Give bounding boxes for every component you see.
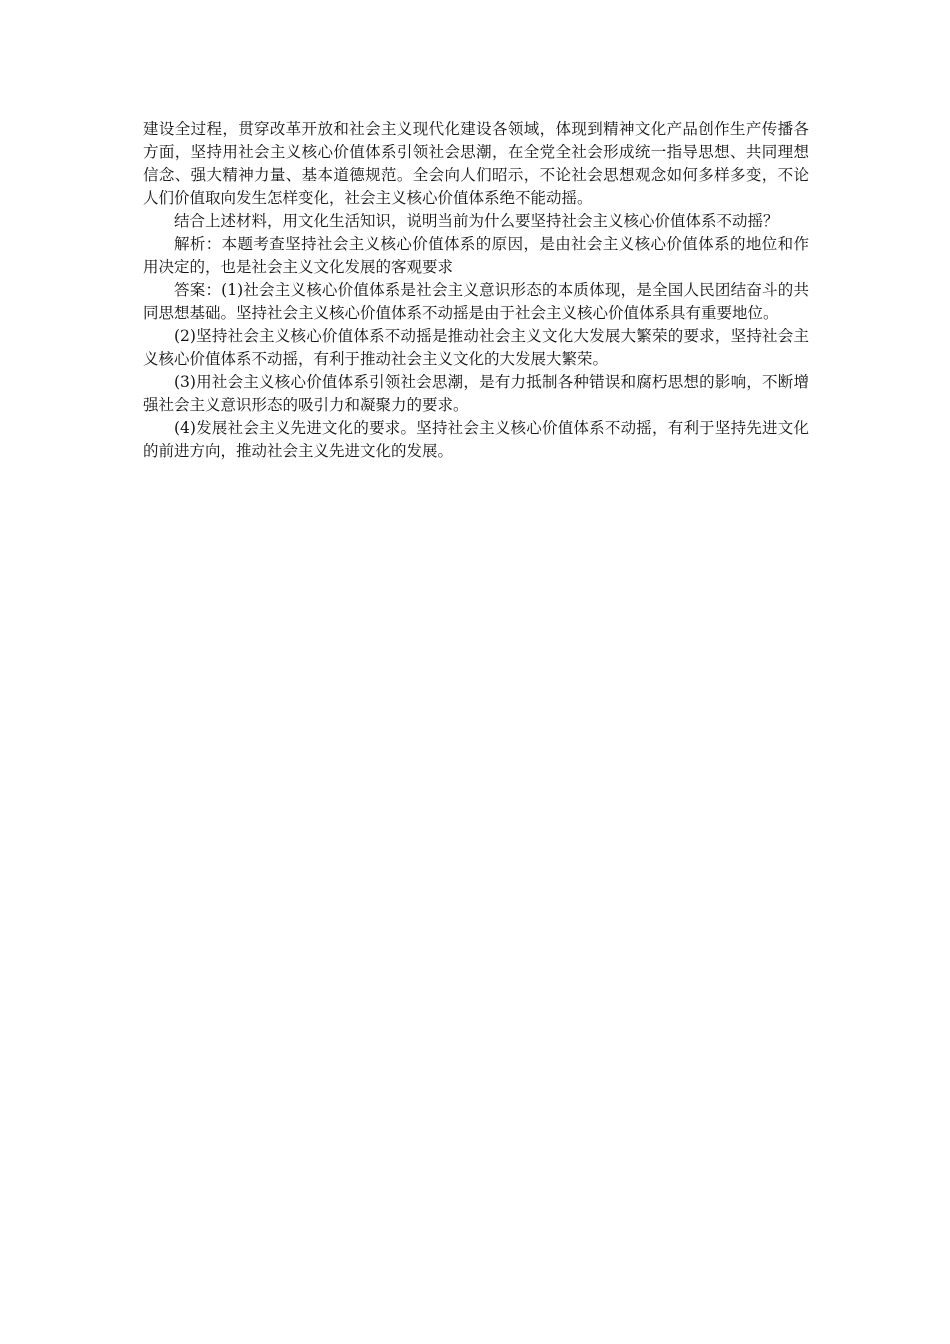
answer-point-3: (3)用社会主义核心价值体系引领社会思潮，是有力抵制各种错误和腐朽思想的影响，不断增强社会主义意识形态的吸引力和凝聚力的要求。	[143, 373, 809, 414]
material-paragraph: 建设全过程，贯穿改革开放和社会主义现代化建设各领域，体现到精神文化产品创作生产传播各方面，坚持用社会主义核心价值体系引领社会思潮，在全党全社会形成统一指导思想、共同理想信念、强大精神力量、基本道德规范。全会向人们昭示，不论社会思想观念如何多样多变，不论人们价值取向发生怎样变化，社会主义核心价值体系绝不能动摇。	[143, 120, 809, 207]
question-paragraph: 结合上述材料，用文化生活知识，说明当前为什么要坚持社会主义核心价值体系不动摇？	[174, 212, 779, 230]
answer-point-2: (2)坚持社会主义核心价值体系不动摇是推动社会主义文化大发展大繁荣的要求，坚持社会主义核心价值体系不动摇，有利于推动社会主义文化的大发展大繁荣。	[143, 327, 809, 368]
answer-point-1: 答案：(1)社会主义核心价值体系是社会主义意识形态的本质体现，是全国人民团结奋斗的共同思想基础。坚持社会主义核心价值体系不动摇是由于社会主义核心价值体系具有重要地位。	[143, 281, 809, 322]
document-page	[143, 118, 809, 463]
analysis-paragraph: 解析：本题考查坚持社会主义核心价值体系的原因，是由社会主义核心价值体系的地位和作用决定的，也是社会主义文化发展的客观要求	[143, 235, 809, 276]
answer-point-4: (4)发展社会主义先进文化的要求。坚持社会主义核心价值体系不动摇，有利于坚持先进文化的前进方向，推动社会主义先进文化的发展。	[143, 419, 809, 460]
